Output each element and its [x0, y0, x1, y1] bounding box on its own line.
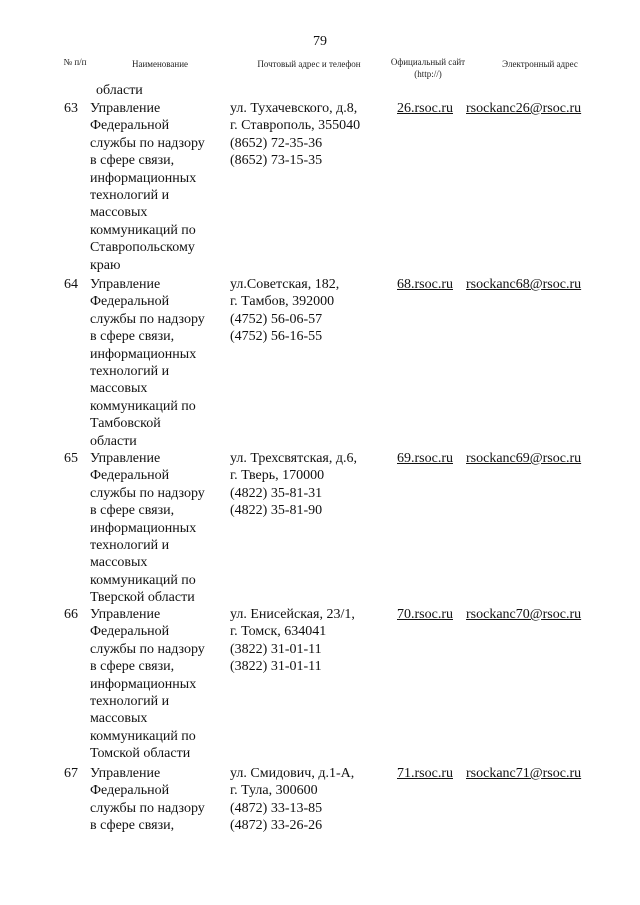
name-line: краю — [90, 257, 121, 273]
name-line: Тверской области — [90, 590, 195, 606]
name-line: Федеральной — [90, 783, 170, 799]
address-line: (3822) 31-01-11 — [230, 659, 322, 675]
address-line: ул. Енисейская, 23/1, — [230, 607, 355, 622]
name-line: массовых — [90, 205, 148, 221]
postal-address — [230, 450, 385, 520]
website-link[interactable]: 69.rsoc.ru — [397, 451, 453, 466]
address-line: (4872) 33-26-26 — [230, 818, 323, 834]
name-line: Федеральной — [90, 624, 170, 640]
name-line: коммуникаций по — [90, 398, 196, 414]
website-link[interactable]: 26.rsoc.ru — [397, 101, 453, 116]
organization-name — [90, 100, 222, 274]
address-line: (4872) 33-13-85 — [230, 800, 323, 816]
address-line: (8652) 72-35-36 — [230, 135, 323, 151]
name-line: технологий и — [90, 538, 170, 554]
email-link[interactable]: rsockanc69@rsoc.ru — [466, 451, 582, 466]
website-link[interactable]: 70.rsoc.ru — [397, 607, 453, 622]
name-line: Федеральной — [90, 118, 170, 134]
organization-name — [90, 765, 222, 835]
name-line: Управление — [90, 101, 161, 116]
name-line: в сфере связи, — [90, 153, 175, 169]
name-line: информационных — [90, 520, 197, 536]
organization-name — [90, 276, 222, 450]
organization-name — [90, 450, 222, 607]
header-number: № п/п — [63, 57, 87, 67]
address-line: г. Ставрополь, 355040 — [230, 118, 361, 134]
name-line: массовых — [90, 555, 148, 571]
name-line: области — [90, 433, 137, 449]
name-line: службы по надзору — [90, 641, 205, 657]
address-line: г. Тамбов, 392000 — [230, 294, 335, 310]
name-line: Управление — [90, 766, 161, 781]
name-line: коммуникаций по — [90, 728, 196, 744]
row-number: 64 — [64, 277, 78, 292]
website-link[interactable]: 71.rsoc.ru — [397, 766, 453, 781]
address-line: (3822) 31-01-11 — [230, 641, 322, 657]
address-line: (4752) 56-06-57 — [230, 311, 323, 327]
name-line: технологий и — [90, 188, 170, 204]
name-line: Федеральной — [90, 294, 170, 310]
name-line: технологий и — [90, 364, 170, 380]
name-line: в сфере связи, — [90, 503, 175, 519]
email-link[interactable]: rsockanc70@rsoc.ru — [466, 607, 582, 622]
address-line: ул. Тухачевского, д.8, — [230, 101, 358, 116]
name-line: Томской области — [90, 746, 191, 762]
postal-address — [230, 606, 385, 676]
name-line: Управление — [90, 451, 161, 466]
name-line: Управление — [90, 277, 161, 292]
name-line: информационных — [90, 676, 197, 692]
organization-name — [90, 606, 222, 763]
email-link[interactable]: rsockanc68@rsoc.ru — [466, 277, 582, 292]
address-line: ул. Смидович, д.1-А, — [230, 766, 355, 781]
address-line: г. Тула, 300600 — [230, 783, 318, 799]
header-site: Официальный сайт (http://) — [390, 57, 466, 79]
name-line: в сфере связи, — [90, 659, 175, 675]
email-link[interactable]: rsockanc26@rsoc.ru — [466, 101, 582, 116]
name-line: информационных — [90, 346, 197, 362]
name-line: службы по надзору — [90, 135, 205, 151]
address-line: (4752) 56-16-55 — [230, 329, 323, 345]
name-line: в сфере связи, — [90, 818, 175, 834]
address-line: г. Томск, 634041 — [230, 624, 327, 640]
header-name: Наименование — [131, 59, 189, 69]
address-line: ул.Советская, 182, — [230, 277, 340, 292]
name-line: технологий и — [90, 694, 170, 710]
page-number: 79 — [313, 34, 327, 49]
address-line: (4822) 35-81-31 — [230, 485, 323, 501]
name-line: массовых — [90, 381, 148, 397]
postal-address — [230, 276, 385, 346]
address-line: ул. Трехсвятская, д.6, — [230, 451, 357, 466]
continuation-text: области — [96, 83, 143, 98]
name-line: в сфере связи, — [90, 329, 175, 345]
name-line: массовых — [90, 711, 148, 727]
email-link[interactable]: rsockanc71@rsoc.ru — [466, 766, 582, 781]
name-line: Тамбовской — [90, 416, 161, 432]
name-line: информационных — [90, 170, 197, 186]
postal-address — [230, 100, 385, 170]
row-number: 67 — [64, 766, 78, 781]
header-address: Почтовый адрес и телефон — [257, 59, 361, 69]
address-line: г. Тверь, 170000 — [230, 468, 325, 484]
website-link[interactable]: 68.rsoc.ru — [397, 277, 453, 292]
name-line: Федеральной — [90, 468, 170, 484]
address-line: (8652) 73-15-35 — [230, 153, 323, 169]
header-email: Электронный адрес — [502, 59, 578, 69]
name-line: Управление — [90, 607, 161, 622]
row-number: 65 — [64, 451, 78, 466]
name-line: коммуникаций по — [90, 222, 196, 238]
name-line: Ставропольскому — [90, 240, 195, 256]
name-line: службы по надзору — [90, 800, 205, 816]
row-number: 66 — [64, 607, 78, 622]
name-line: службы по надзору — [90, 485, 205, 501]
row-number: 63 — [64, 101, 78, 116]
name-line: коммуникаций по — [90, 572, 196, 588]
address-line: (4822) 35-81-90 — [230, 503, 323, 519]
name-line: службы по надзору — [90, 311, 205, 327]
postal-address — [230, 765, 385, 835]
